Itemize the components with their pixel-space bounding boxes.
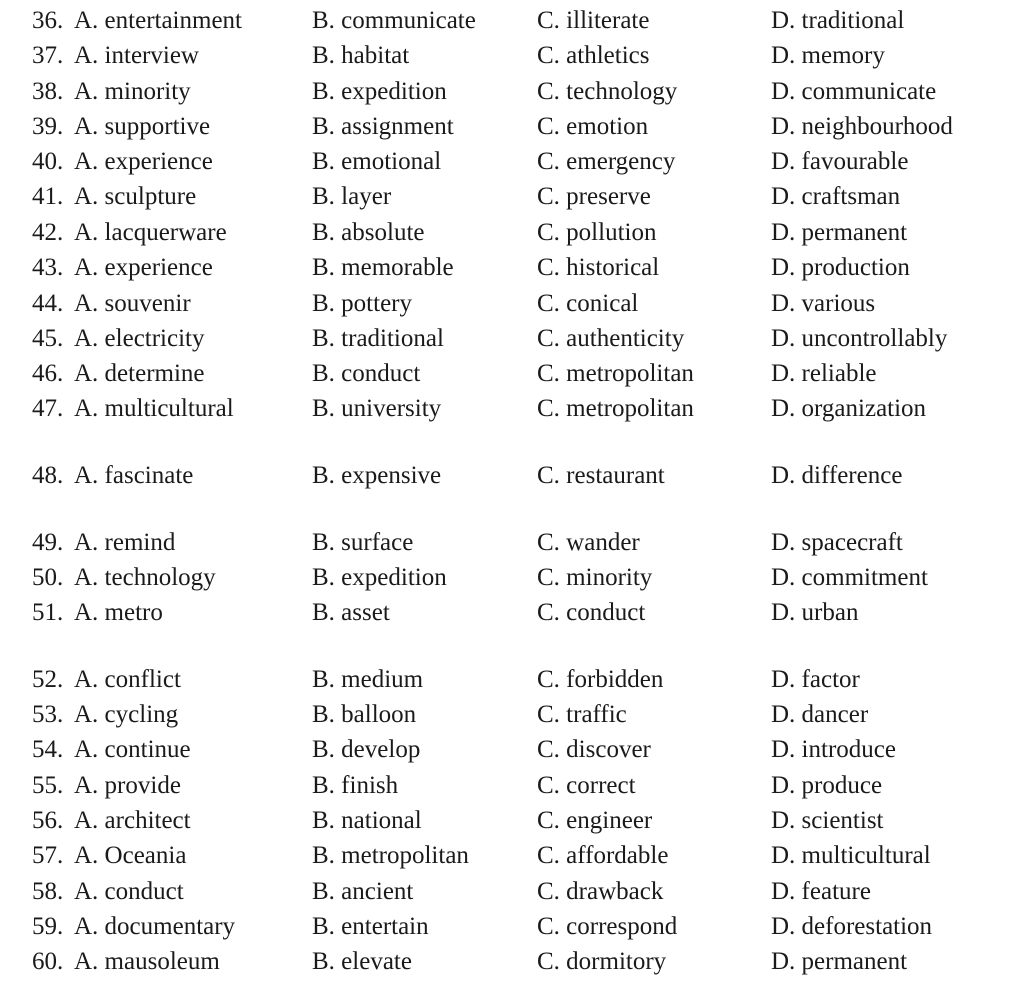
- option-b: B. absolute: [312, 219, 425, 246]
- question-number: 55.: [32, 772, 64, 799]
- question-number: 43.: [32, 254, 64, 281]
- option-b: B. expensive: [312, 462, 442, 489]
- option-b: B. expedition: [312, 78, 447, 105]
- question-number: 48.: [32, 462, 64, 489]
- option-d: D. dancer: [771, 701, 869, 728]
- question-row-57: [0, 838, 1024, 873]
- option-d: D. commitment: [771, 564, 928, 591]
- option-b: B. medium: [312, 666, 424, 693]
- option-d: D. neighbourhood: [771, 113, 953, 140]
- option-d: D. scientist: [771, 807, 884, 834]
- question-row-41: [0, 179, 1024, 214]
- option-a: A. continue: [74, 736, 191, 763]
- option-c: C. illiterate: [537, 7, 650, 34]
- question-number: 60.: [32, 948, 64, 975]
- option-a: A. documentary: [74, 913, 236, 940]
- option-a: A. experience: [74, 254, 213, 281]
- option-d: D. reliable: [771, 360, 877, 387]
- option-d: D. spacecraft: [771, 529, 903, 556]
- option-a: A. sculpture: [74, 183, 197, 210]
- question-number: 46.: [32, 360, 64, 387]
- question-number: 50.: [32, 564, 64, 591]
- option-c: C. athletics: [537, 42, 650, 69]
- question-number: 58.: [32, 878, 64, 905]
- option-c: C. discover: [537, 736, 651, 763]
- option-b: B. emotional: [312, 148, 442, 175]
- question-row-50: [0, 560, 1024, 595]
- option-d: D. deforestation: [771, 913, 933, 940]
- option-b: B. metropolitan: [312, 842, 469, 869]
- question-row-45: [0, 321, 1024, 356]
- option-a: A. interview: [74, 42, 199, 69]
- option-d: D. uncontrollably: [771, 325, 948, 352]
- option-d: D. multicultural: [771, 842, 931, 869]
- option-c: C. technology: [537, 78, 678, 105]
- question-number: 56.: [32, 807, 64, 834]
- option-d: D. production: [771, 254, 910, 281]
- option-c: C. emotion: [537, 113, 649, 140]
- question-row-51: [0, 595, 1024, 630]
- option-c: C. minority: [537, 564, 653, 591]
- option-a: A. technology: [74, 564, 216, 591]
- option-c: C. emergency: [537, 148, 676, 175]
- question-number: 47.: [32, 395, 64, 422]
- option-d: D. permanent: [771, 948, 908, 975]
- option-a: A. supportive: [74, 113, 211, 140]
- option-b: B. finish: [312, 772, 399, 799]
- question-row-55: [0, 768, 1024, 803]
- option-d: D. memory: [771, 42, 885, 69]
- option-d: D. factor: [771, 666, 860, 693]
- option-b: B. conduct: [312, 360, 421, 387]
- option-a: A. experience: [74, 148, 213, 175]
- option-b: B. pottery: [312, 290, 412, 317]
- option-c: C. correct: [537, 772, 636, 799]
- option-a: A. cycling: [74, 701, 179, 728]
- question-row-38: [0, 74, 1024, 109]
- question-number: 40.: [32, 148, 64, 175]
- option-d: D. feature: [771, 878, 871, 905]
- option-b: B. layer: [312, 183, 392, 210]
- question-row-49: [0, 525, 1024, 560]
- option-c: C. restaurant: [537, 462, 665, 489]
- question-number: 38.: [32, 78, 64, 105]
- option-b: B. national: [312, 807, 422, 834]
- option-a: A. determine: [74, 360, 205, 387]
- option-d: D. produce: [771, 772, 883, 799]
- question-row-59: [0, 909, 1024, 944]
- option-d: D. difference: [771, 462, 903, 489]
- option-a: A. fascinate: [74, 462, 194, 489]
- option-b: B. surface: [312, 529, 414, 556]
- option-c: C. correspond: [537, 913, 678, 940]
- option-a: A. mausoleum: [74, 948, 220, 975]
- option-c: C. wander: [537, 529, 640, 556]
- option-c: C. metropolitan: [537, 395, 694, 422]
- option-c: C. preserve: [537, 183, 651, 210]
- question-number: 36.: [32, 7, 64, 34]
- option-c: C. drawback: [537, 878, 664, 905]
- option-b: B. develop: [312, 736, 421, 763]
- option-c: C. pollution: [537, 219, 657, 246]
- question-number: 51.: [32, 599, 64, 626]
- question-number: 53.: [32, 701, 64, 728]
- option-c: C. engineer: [537, 807, 653, 834]
- option-b: B. assignment: [312, 113, 454, 140]
- question-row-36: [0, 3, 1024, 38]
- question-number: 49.: [32, 529, 64, 556]
- question-row-44: [0, 286, 1024, 321]
- option-a: A. metro: [74, 599, 163, 626]
- option-a: A. multicultural: [74, 395, 234, 422]
- question-number: 52.: [32, 666, 64, 693]
- question-row-48: [0, 458, 1024, 493]
- question-row-56: [0, 803, 1024, 838]
- question-row-39: [0, 109, 1024, 144]
- question-row-43: [0, 250, 1024, 285]
- question-number: 44.: [32, 290, 64, 317]
- question-row-42: [0, 215, 1024, 250]
- option-c: C. forbidden: [537, 666, 664, 693]
- question-number: 42.: [32, 219, 64, 246]
- option-a: A. lacquerware: [74, 219, 227, 246]
- option-c: C. historical: [537, 254, 660, 281]
- option-c: C. metropolitan: [537, 360, 694, 387]
- question-number: 54.: [32, 736, 64, 763]
- question-row-46: [0, 356, 1024, 391]
- question-number: 59.: [32, 913, 64, 940]
- option-d: D. urban: [771, 599, 859, 626]
- option-a: A. architect: [74, 807, 191, 834]
- option-a: A. provide: [74, 772, 181, 799]
- option-b: B. elevate: [312, 948, 412, 975]
- option-d: D. communicate: [771, 78, 937, 105]
- option-b: B. expedition: [312, 564, 447, 591]
- option-b: B. communicate: [312, 7, 476, 34]
- option-b: B. balloon: [312, 701, 417, 728]
- option-d: D. craftsman: [771, 183, 901, 210]
- option-b: B. asset: [312, 599, 390, 626]
- option-a: A. conflict: [74, 666, 181, 693]
- question-row-58: [0, 874, 1024, 909]
- option-c: C. authenticity: [537, 325, 685, 352]
- option-a: A. entertainment: [74, 7, 242, 34]
- option-d: D. organization: [771, 395, 927, 422]
- option-a: A. remind: [74, 529, 176, 556]
- question-row-40: [0, 144, 1024, 179]
- question-row-37: [0, 38, 1024, 73]
- option-b: B. university: [312, 395, 442, 422]
- option-c: C. dormitory: [537, 948, 667, 975]
- option-b: B. traditional: [312, 325, 444, 352]
- option-b: B. entertain: [312, 913, 429, 940]
- option-c: C. traffic: [537, 701, 627, 728]
- option-a: A. Oceania: [74, 842, 187, 869]
- question-number: 37.: [32, 42, 64, 69]
- option-b: B. ancient: [312, 878, 414, 905]
- option-a: A. conduct: [74, 878, 184, 905]
- option-d: D. favourable: [771, 148, 909, 175]
- option-d: D. various: [771, 290, 876, 317]
- option-b: B. memorable: [312, 254, 454, 281]
- option-d: D. permanent: [771, 219, 908, 246]
- option-a: A. souvenir: [74, 290, 191, 317]
- option-d: D. traditional: [771, 7, 905, 34]
- option-c: C. affordable: [537, 842, 669, 869]
- option-a: A. minority: [74, 78, 191, 105]
- question-number: 57.: [32, 842, 64, 869]
- question-row-47: [0, 391, 1024, 426]
- question-row-60: [0, 944, 1024, 979]
- option-d: D. introduce: [771, 736, 896, 763]
- question-number: 45.: [32, 325, 64, 352]
- question-number: 41.: [32, 183, 64, 210]
- option-a: A. electricity: [74, 325, 205, 352]
- option-c: C. conduct: [537, 599, 646, 626]
- option-c: C. conical: [537, 290, 639, 317]
- question-row-54: [0, 732, 1024, 767]
- option-b: B. habitat: [312, 42, 410, 69]
- question-row-52: [0, 662, 1024, 697]
- question-row-53: [0, 697, 1024, 732]
- question-number: 39.: [32, 113, 64, 140]
